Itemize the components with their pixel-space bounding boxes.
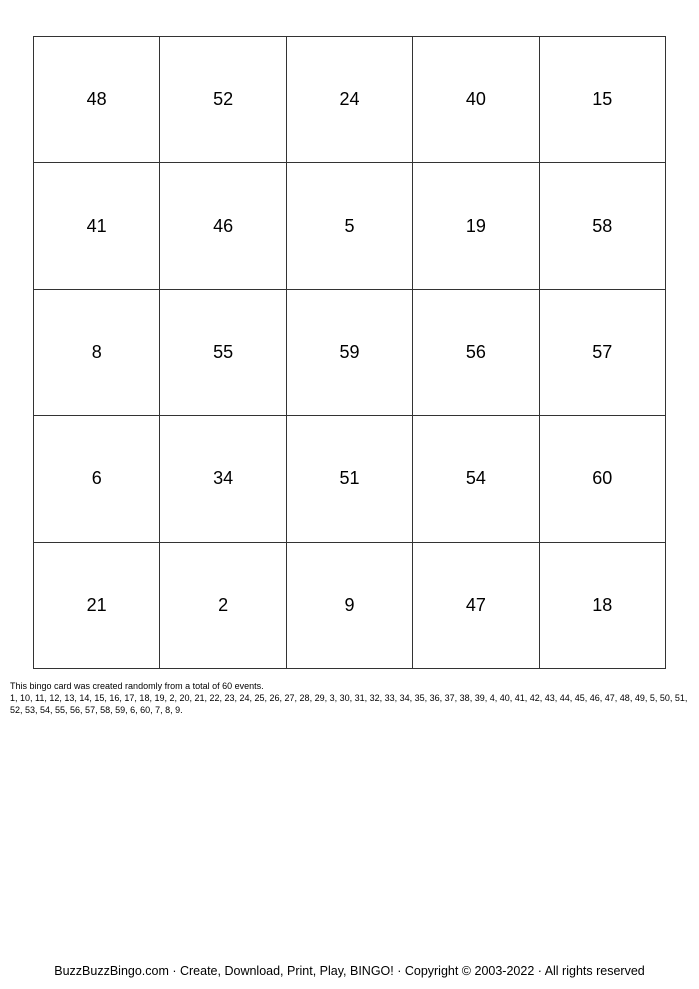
card-note bbox=[10, 680, 690, 716]
bingo-cell: 9 bbox=[287, 543, 413, 669]
bingo-cell: 24 bbox=[287, 37, 413, 163]
bingo-cell: 40 bbox=[413, 37, 539, 163]
bingo-cell: 55 bbox=[160, 290, 286, 416]
note-summary: This bingo card was created randomly from a total of 60 events. bbox=[10, 681, 264, 691]
bingo-cell: 5 bbox=[287, 163, 413, 289]
bingo-cell: 6 bbox=[34, 416, 160, 542]
bingo-cell: 58 bbox=[540, 163, 666, 289]
bingo-cell: 8 bbox=[34, 290, 160, 416]
bingo-cell: 60 bbox=[540, 416, 666, 542]
bingo-cell: 59 bbox=[287, 290, 413, 416]
bingo-cell: 52 bbox=[160, 37, 286, 163]
bingo-cell: 19 bbox=[413, 163, 539, 289]
bingo-cell: 57 bbox=[540, 290, 666, 416]
bingo-cell: 51 bbox=[287, 416, 413, 542]
bingo-cell: 48 bbox=[34, 37, 160, 163]
bingo-cell: 54 bbox=[413, 416, 539, 542]
bingo-cell: 41 bbox=[34, 163, 160, 289]
bingo-cell: 21 bbox=[34, 543, 160, 669]
bingo-cell: 56 bbox=[413, 290, 539, 416]
bingo-cell: 2 bbox=[160, 543, 286, 669]
bingo-cell: 46 bbox=[160, 163, 286, 289]
bingo-cell: 18 bbox=[540, 543, 666, 669]
bingo-cell: 15 bbox=[540, 37, 666, 163]
bingo-card bbox=[33, 36, 666, 669]
page-footer: BuzzBuzzBingo.com · Create, Download, Print, Play, BINGO! · Copyright © 2003-2022 · All rights reserved bbox=[54, 964, 645, 978]
bingo-cell: 47 bbox=[413, 543, 539, 669]
bingo-cell: 34 bbox=[160, 416, 286, 542]
note-event-list: 1, 10, 11, 12, 13, 14, 15, 16, 17, 18, 19, 2, 20, 21, 22, 23, 24, 25, 26, 27, 28, 29, 3, 30, 31, 32, 33, 34, 35, 36, 37, 38, 39, 4, 40, 41, 42, 43, 44, 45, 46, 47, 48, 49, 5, 50, 51, 52, 53, 54, 55, 56, 57, 58, 59, 6, 60, 7, 8, 9. bbox=[10, 693, 688, 715]
